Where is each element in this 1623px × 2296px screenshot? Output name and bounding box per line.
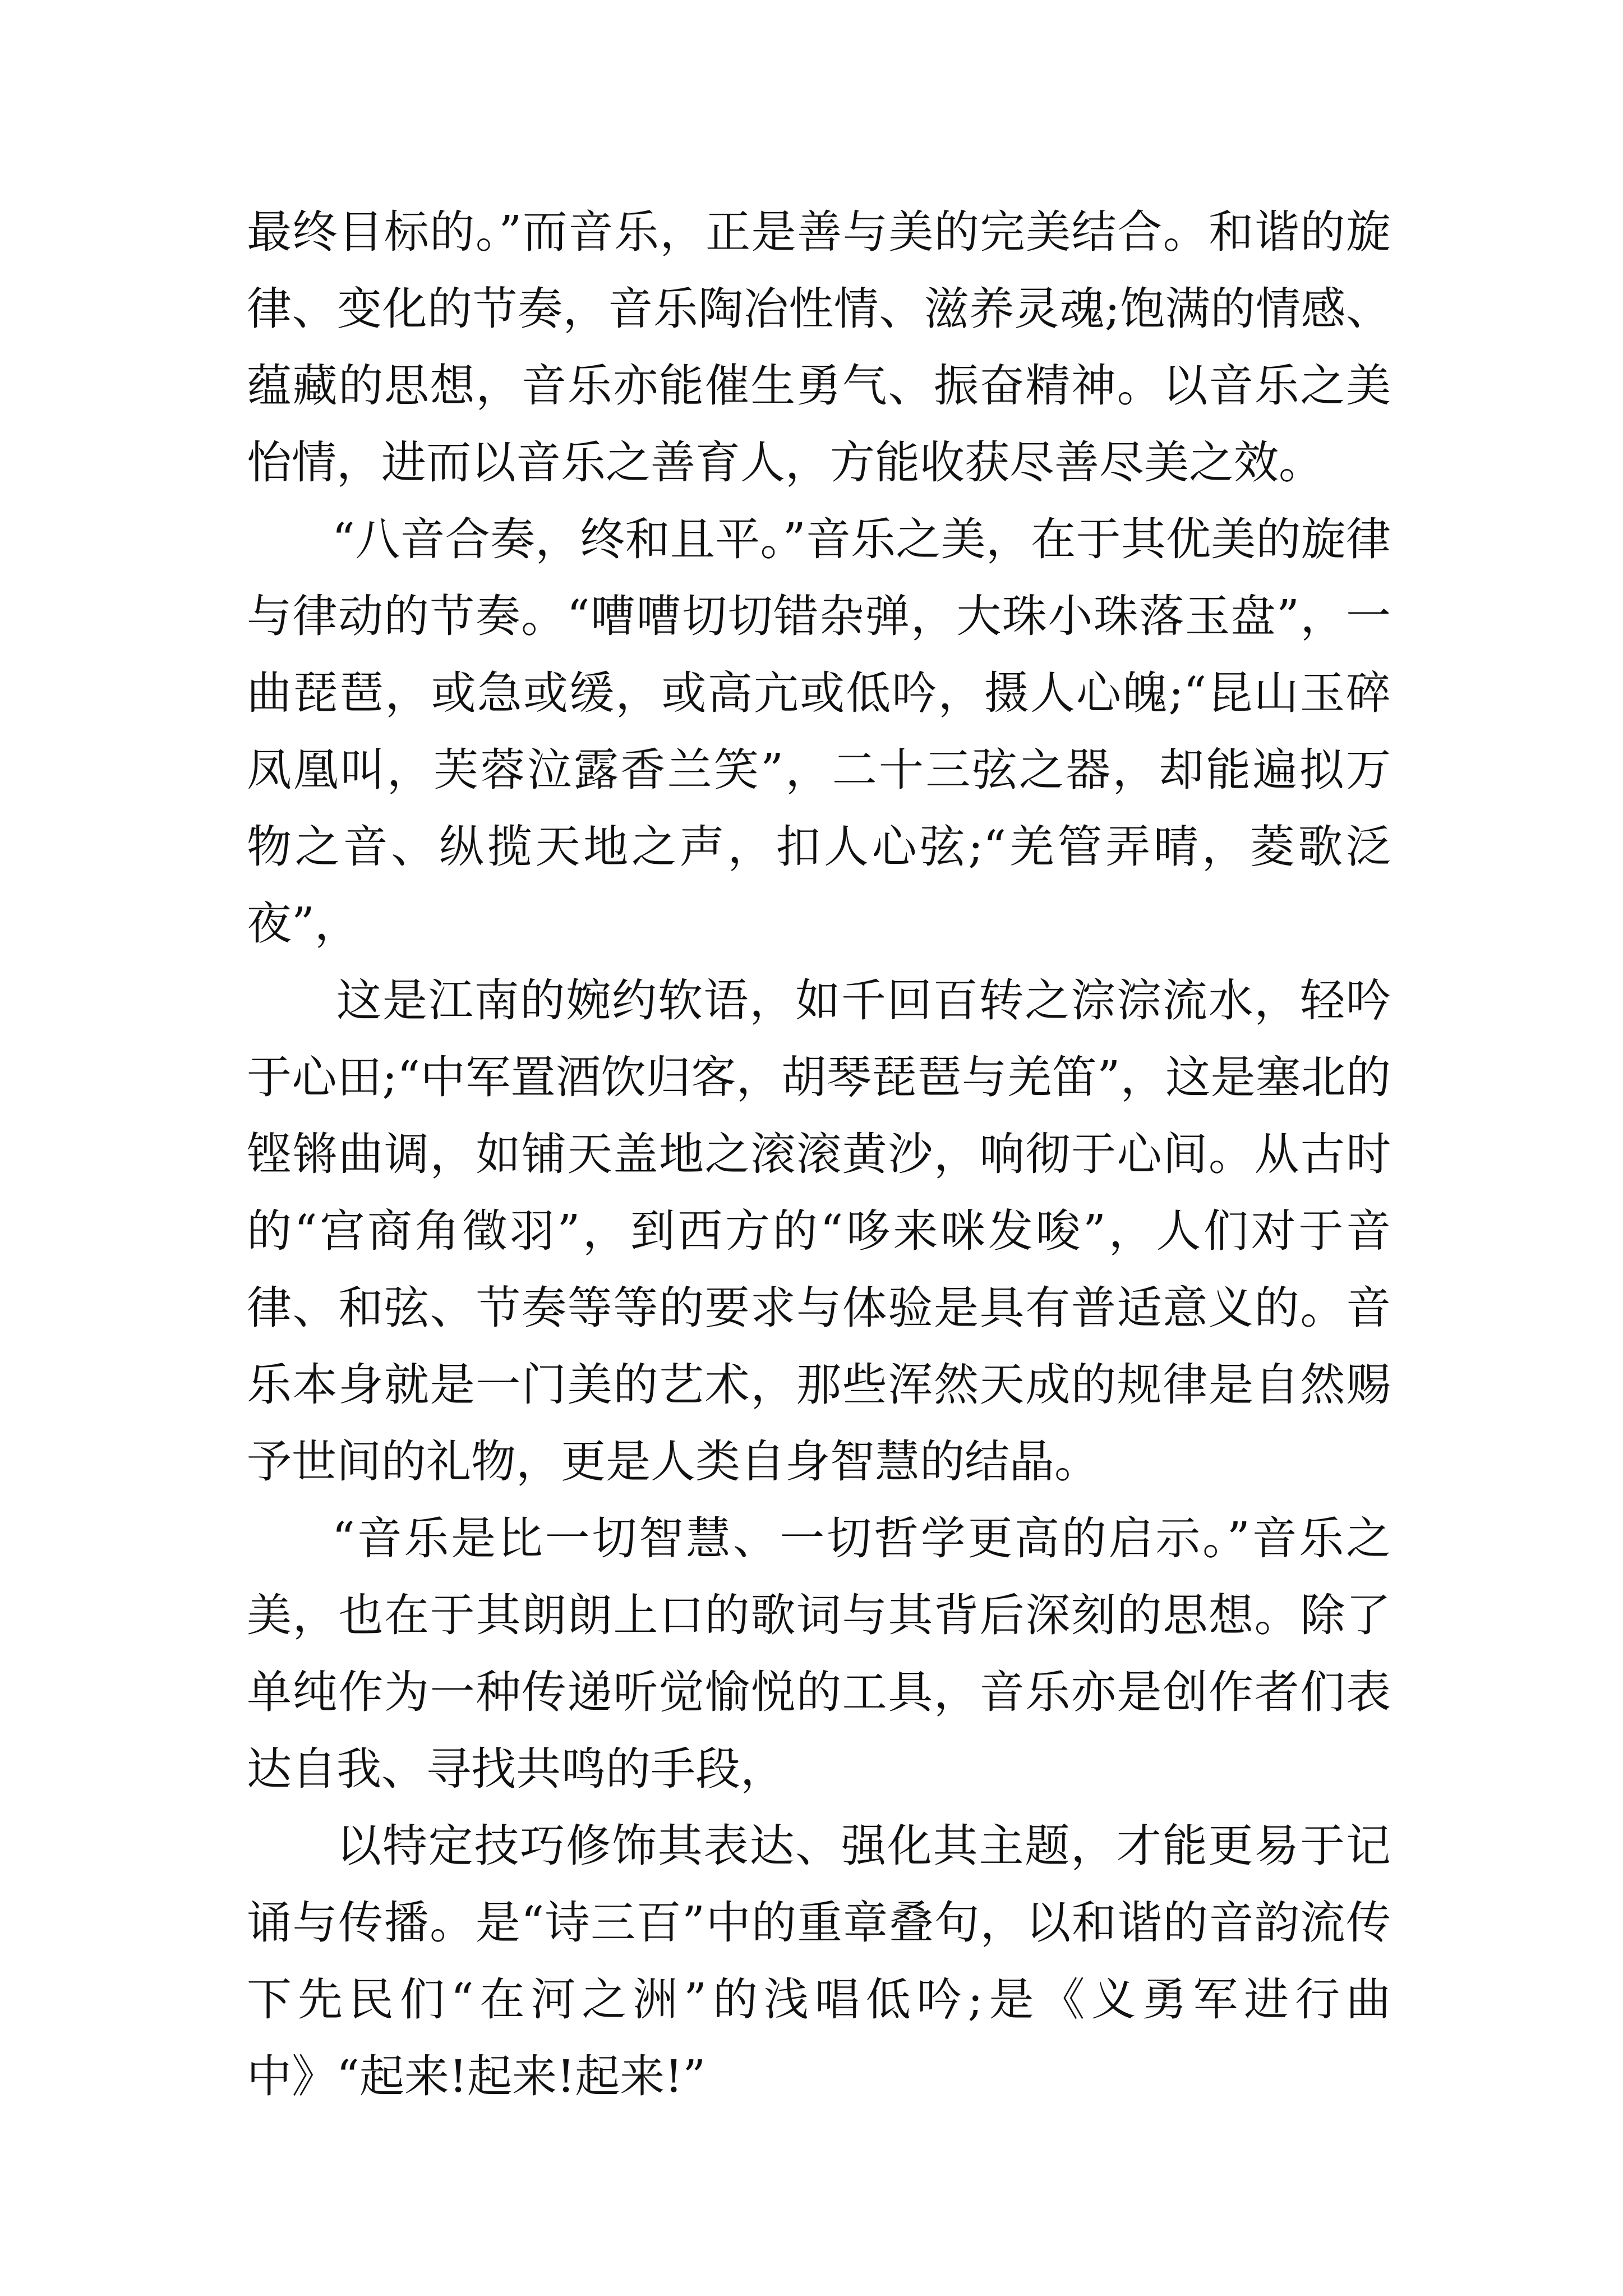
paragraph-3: 这是江南的婉约软语，如千回百转之淙淙流水，轻吟于心田;“中军置酒饮归客，胡琴琵琶与羌笛”，这是塞北的铿锵曲调，如铺天盖地之滚滚黄沙，响彻于心间。从古时的“宫商角徵羽”，到西方的“哆来咪发唆”，人们对于音律、和弦、节奏等等的要求与体验是具有普适意义的。音乐本身就是一门美的艺术，那些浑然天成的规律是自然赐予世间的礼物，更是人类自身智慧的结晶。 bbox=[247, 974, 1391, 1488]
paragraph-4: “音乐是比一切智慧、一切哲学更高的启示。”音乐之美，也在于其朗朗上口的歌词与其背后深刻的思想。除了单纯作为一种传递听觉愉悦的工具，音乐亦是创作者们表达自我、寻找共鸣的手段， bbox=[247, 1512, 1391, 1795]
paragraph-5: 以特定技巧修饰其表达、强化其主题，才能更易于记诵与传播。是“诗三百”中的重章叠句，以和谐的音韵流传下先民们“在河之洲”的浅唱低吟;是《义勇军进行曲中》“起来!起来!起来!” bbox=[247, 1820, 1391, 2102]
paragraph-2: “八音合奏，终和且平。”音乐之美，在于其优美的旋律与律动的节奏。“嘈嘈切切错杂弹，大珠小珠落玉盘”，一曲琵琶，或急或缓，或高亢或低吟，摄人心魄;“昆山玉碎凤凰叫，芙蓉泣露香兰笑”，二十三弦之器，却能遍拟万物之音、纵揽天地之声，扣人心弦;“羌管弄晴，菱歌泛夜”， bbox=[247, 513, 1391, 950]
paragraph-1: 最终目标的。”而音乐，正是善与美的完美结合。和谐的旋律、变化的节奏，音乐陶冶性情、滋养灵魂;饱满的情感、蕴藏的思想，音乐亦能催生勇气、振奋精神。以音乐之美怡情，进而以音乐之善育人，方能收获尽善尽美之效。 bbox=[247, 206, 1391, 489]
document-body bbox=[247, 194, 1391, 2115]
